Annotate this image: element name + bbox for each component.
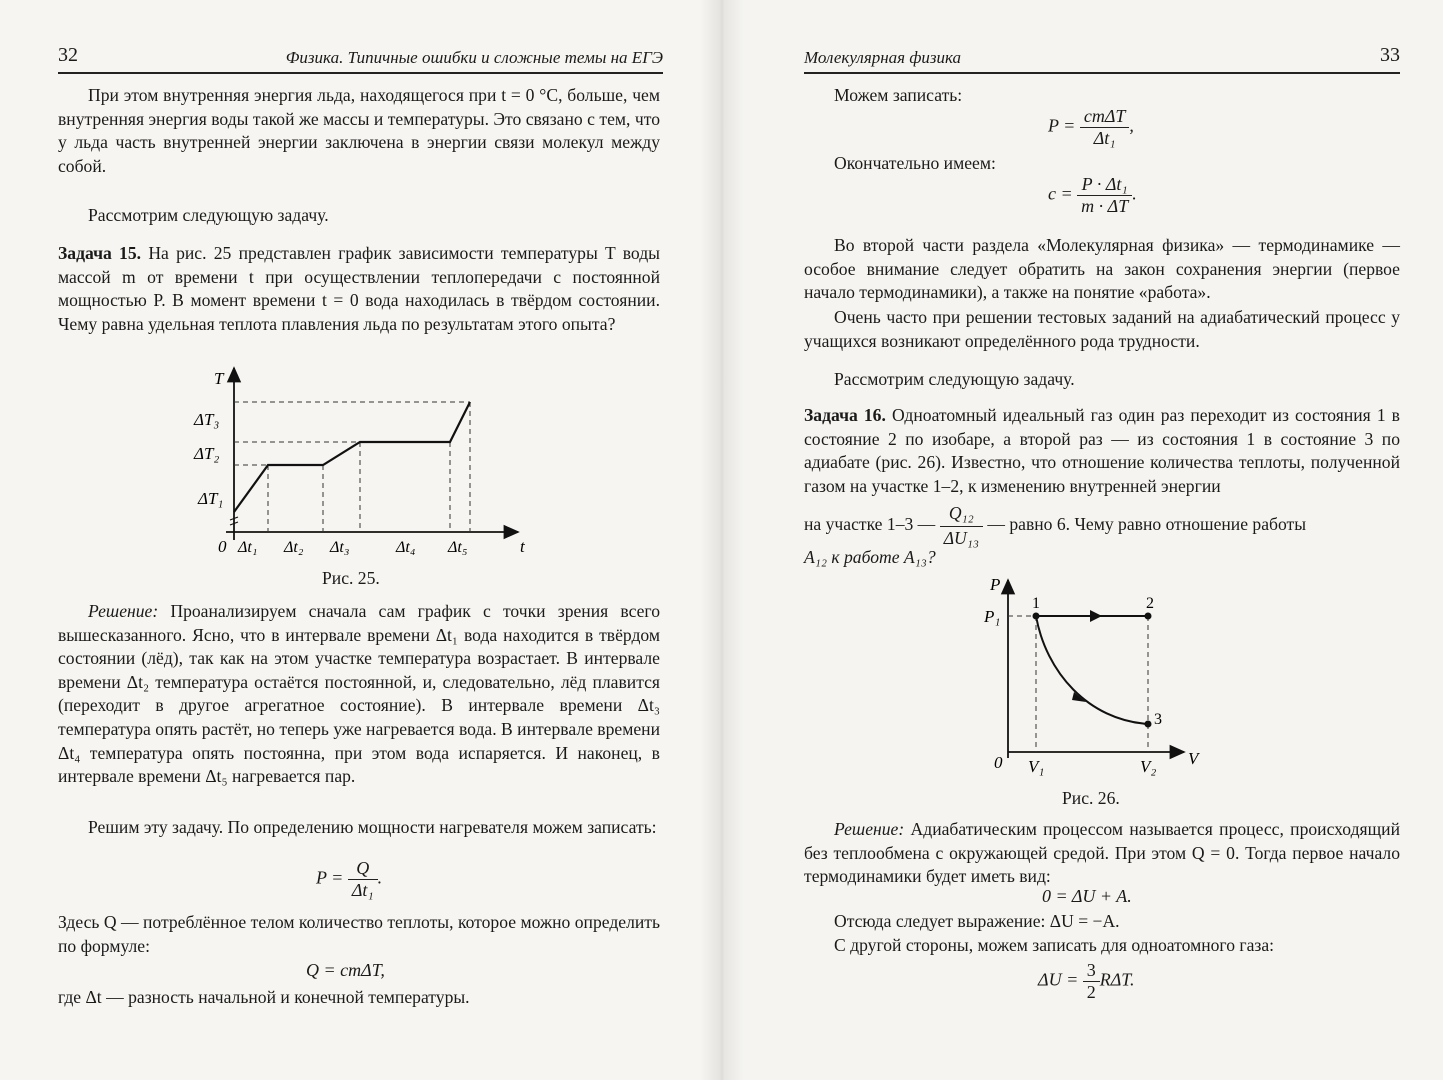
task-label: Задача 16.: [804, 405, 886, 425]
running-title: Молекулярная физика: [804, 48, 962, 67]
page-header: [58, 46, 663, 74]
page-number: 32: [58, 44, 78, 66]
paragraph-finally: Окончательно имеем:: [834, 153, 996, 173]
y-axis-label: P: [990, 575, 1001, 594]
y-tick-dT2: ΔT₂: [194, 444, 220, 463]
y-tick-dT1: ΔT₁: [198, 489, 224, 508]
solution-text: Проанализируем сначала сам график с точки зрения всего вышесказанного. Ясно, что в интервале времени Δt₁ вода находится в твёрдом состоянии (лёд), так как на этом участке температура возрастает. В интервале времени Δt₂ температура остаётся постоянной, и, следовательно, лёд плавится (переходит в другое агрегатное состояние). В интервале времени Δt₃ температура опять растёт, но теперь уже нагревается вода. В интервале времени Δt₄ температура опять постоянна, при этом вода испаряется. И наконец, в интервале времени Δt₅ нагревается пар.: [58, 601, 660, 787]
p1-label: P₁: [984, 607, 1001, 626]
solution-text: Адиабатическим процессом называется процесс, происходящий без теплообмена с окружающей средой. При этом Q = 0. Тогда первое начало термодинамики будет иметь вид:: [804, 819, 1400, 887]
y-tick-dT3: ΔT₃: [194, 410, 220, 429]
paragraph-other-side: С другой стороны, можем записать для одноатомного газа:: [834, 935, 1275, 955]
paragraph-adiabatic: Очень часто при решении тестовых заданий на адиабатический процесс у учащихся возникают определённого рода трудности.: [804, 307, 1400, 351]
x-tick-dt5: Δt₅: [448, 539, 468, 556]
formula-power: P = $\frac{Q}{\text{Δt₁}}$ .: [316, 858, 383, 900]
paragraph-where: где Δt — разность начальной и конечной температуры.: [58, 987, 470, 1007]
task-15: [58, 242, 660, 336]
paragraph-consider: Рассмотрим следующую задачу.: [834, 369, 1075, 389]
y-axis-label: T: [214, 369, 224, 388]
paragraph-solve: Решим эту задачу. По определению мощности нагревателя можем записать:: [88, 817, 657, 837]
point-2-label: 2: [1146, 595, 1154, 612]
x-tick-dt2: Δt₂: [284, 539, 304, 556]
task-label: Задача 15.: [58, 243, 142, 263]
x-axis-label: t: [520, 537, 525, 556]
solution-label: Решение:: [88, 601, 159, 621]
figure-26-graph: [978, 572, 1208, 782]
v2-label: V₂: [1140, 757, 1157, 776]
formula-c: c = $\frac{\text{P · Δt₁}}{m \cdot \Delta T}$ .: [1048, 174, 1137, 216]
solution-15: [58, 600, 660, 789]
figure-25-caption: Рис. 25.: [322, 568, 380, 588]
task-16: [804, 404, 1400, 498]
formula-first-law: 0 = ΔU + A.: [1042, 886, 1132, 906]
formula-heat: Q = cmΔT,: [306, 960, 385, 980]
paragraph-thermo: Во второй части раздела «Молекулярная физика» — термодинамике — особое внимание следует обратить на закон сохранения энергии (первое начало термодинамики), а также на понятие «работа».: [804, 235, 1400, 303]
right-page: [722, 0, 1443, 1080]
origin-label: 0: [994, 753, 1003, 772]
solution-16: [804, 818, 1400, 889]
x-tick-dt3: Δt₃: [330, 539, 350, 556]
paragraph-here-q: Здесь Q — потреблённое телом количество теплоты, которое можно определить по формуле:: [58, 912, 660, 956]
point-3-label: 3: [1154, 711, 1162, 728]
page-header: [804, 46, 1400, 74]
task-text: Одноатомный идеальный газ один раз переходит из состояния 1 в состояние 2 по изобаре, а второй раз — из состояния 1 в состояние 3 по адиабате (рис. 26). Известно, что отношение количества теплоты, полученной газом на участке 1–2, к изменению внутренней энергии: [804, 405, 1400, 496]
page-number: 33: [1380, 44, 1400, 66]
point-1-label: 1: [1032, 595, 1040, 612]
v1-label: V₁: [1028, 757, 1045, 776]
paragraph-ice-energy: При этом внутренняя энергия льда, находящегося при t = 0 °C, больше, чем внутренняя энергия воды такой же массы и температуры. Это связано с тем, что у льда часть внутренней энергии заключена в энергии связи молекул между собой.: [58, 85, 660, 176]
task-16-question: A₁₂ к работе A₁₃?: [804, 547, 936, 567]
x-tick-dt1: Δt₁: [238, 539, 258, 556]
figure-26-caption: Рис. 26.: [1062, 788, 1120, 808]
running-title: Физика. Типичные ошибки и сложные темы на ЕГЭ: [285, 48, 663, 67]
paragraph-hence: Отсюда следует выражение: ΔU = −A.: [834, 911, 1120, 931]
x-tick-dt4: Δt₄: [396, 539, 416, 556]
origin-label: 0: [218, 537, 227, 556]
formula-du: ΔU = $\frac{3}{2}$ RΔT.: [1038, 960, 1135, 1002]
solution-label: Решение:: [834, 819, 905, 839]
paragraph-consider: Рассмотрим следующую задачу.: [88, 205, 329, 225]
paragraph-can-write: Можем записать:: [834, 85, 963, 105]
task-text: На рис. 25 представлен график зависимости температуры T воды массой m от времени t при осуществлении теплопередачи с постоянной мощностью P. В момент времени t = 0 вода находилась в твёрдом состоянии. Чему равна удельная теплота плавления льда по результатам этого опыта?: [58, 243, 660, 334]
figure-25-graph: [180, 362, 540, 562]
task-16-ratio-line: на участке 1–3 — $\frac{\text{Q₁₂}}{\text{ΔU₁₃}}$ — равно 6. Чему равно отношение работы: [804, 503, 1307, 548]
formula-p: P = $\frac{\text{cmΔT}}{\text{Δt₁}}$ ,: [1048, 106, 1134, 148]
x-axis-label: V: [1188, 749, 1199, 768]
